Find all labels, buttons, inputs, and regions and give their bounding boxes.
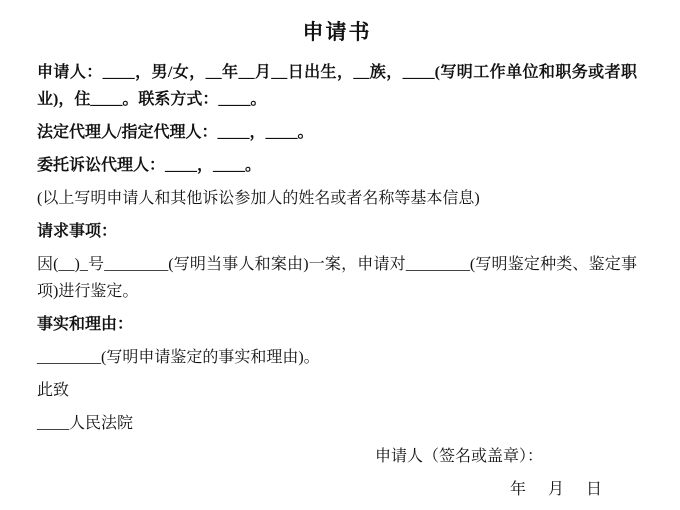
- request-items-heading: 请求事项：: [37, 223, 118, 240]
- request-items-body: 因(__)_号________(写明当事人和案由)一案，申请对________(写明鉴定种类、鉴定事项)进行鉴定。: [37, 256, 637, 300]
- signature-label: 申请人（签名或盖章）：: [375, 448, 544, 465]
- document-title: 申请书: [302, 20, 372, 44]
- salutation-line: 此致: [37, 382, 70, 399]
- date-month-label: 月: [548, 481, 565, 498]
- facts-and-reasons-heading: 事实和理由：: [37, 316, 134, 333]
- facts-and-reasons-body: ________(写明申请鉴定的事实和理由)。: [37, 349, 320, 366]
- date-line: [37, 476, 637, 503]
- litigation-agent-line: 委托诉讼代理人：____，____。: [37, 157, 262, 174]
- court-name-line: ____人民法院: [37, 415, 134, 432]
- applicant-info-line: 申请人：____，男/女，__年__月__日出生，__族，____(写明工作单位和职务或者职业)，住____。联系方式：____。: [37, 64, 637, 108]
- date-year-label: 年: [510, 481, 527, 498]
- basic-info-note: (以上写明申请人和其他诉讼参加人的姓名或者名称等基本信息): [37, 190, 480, 207]
- legal-agent-line: 法定代理人/指定代理人：____，____。: [37, 124, 314, 141]
- date-day-label: 日: [586, 481, 603, 498]
